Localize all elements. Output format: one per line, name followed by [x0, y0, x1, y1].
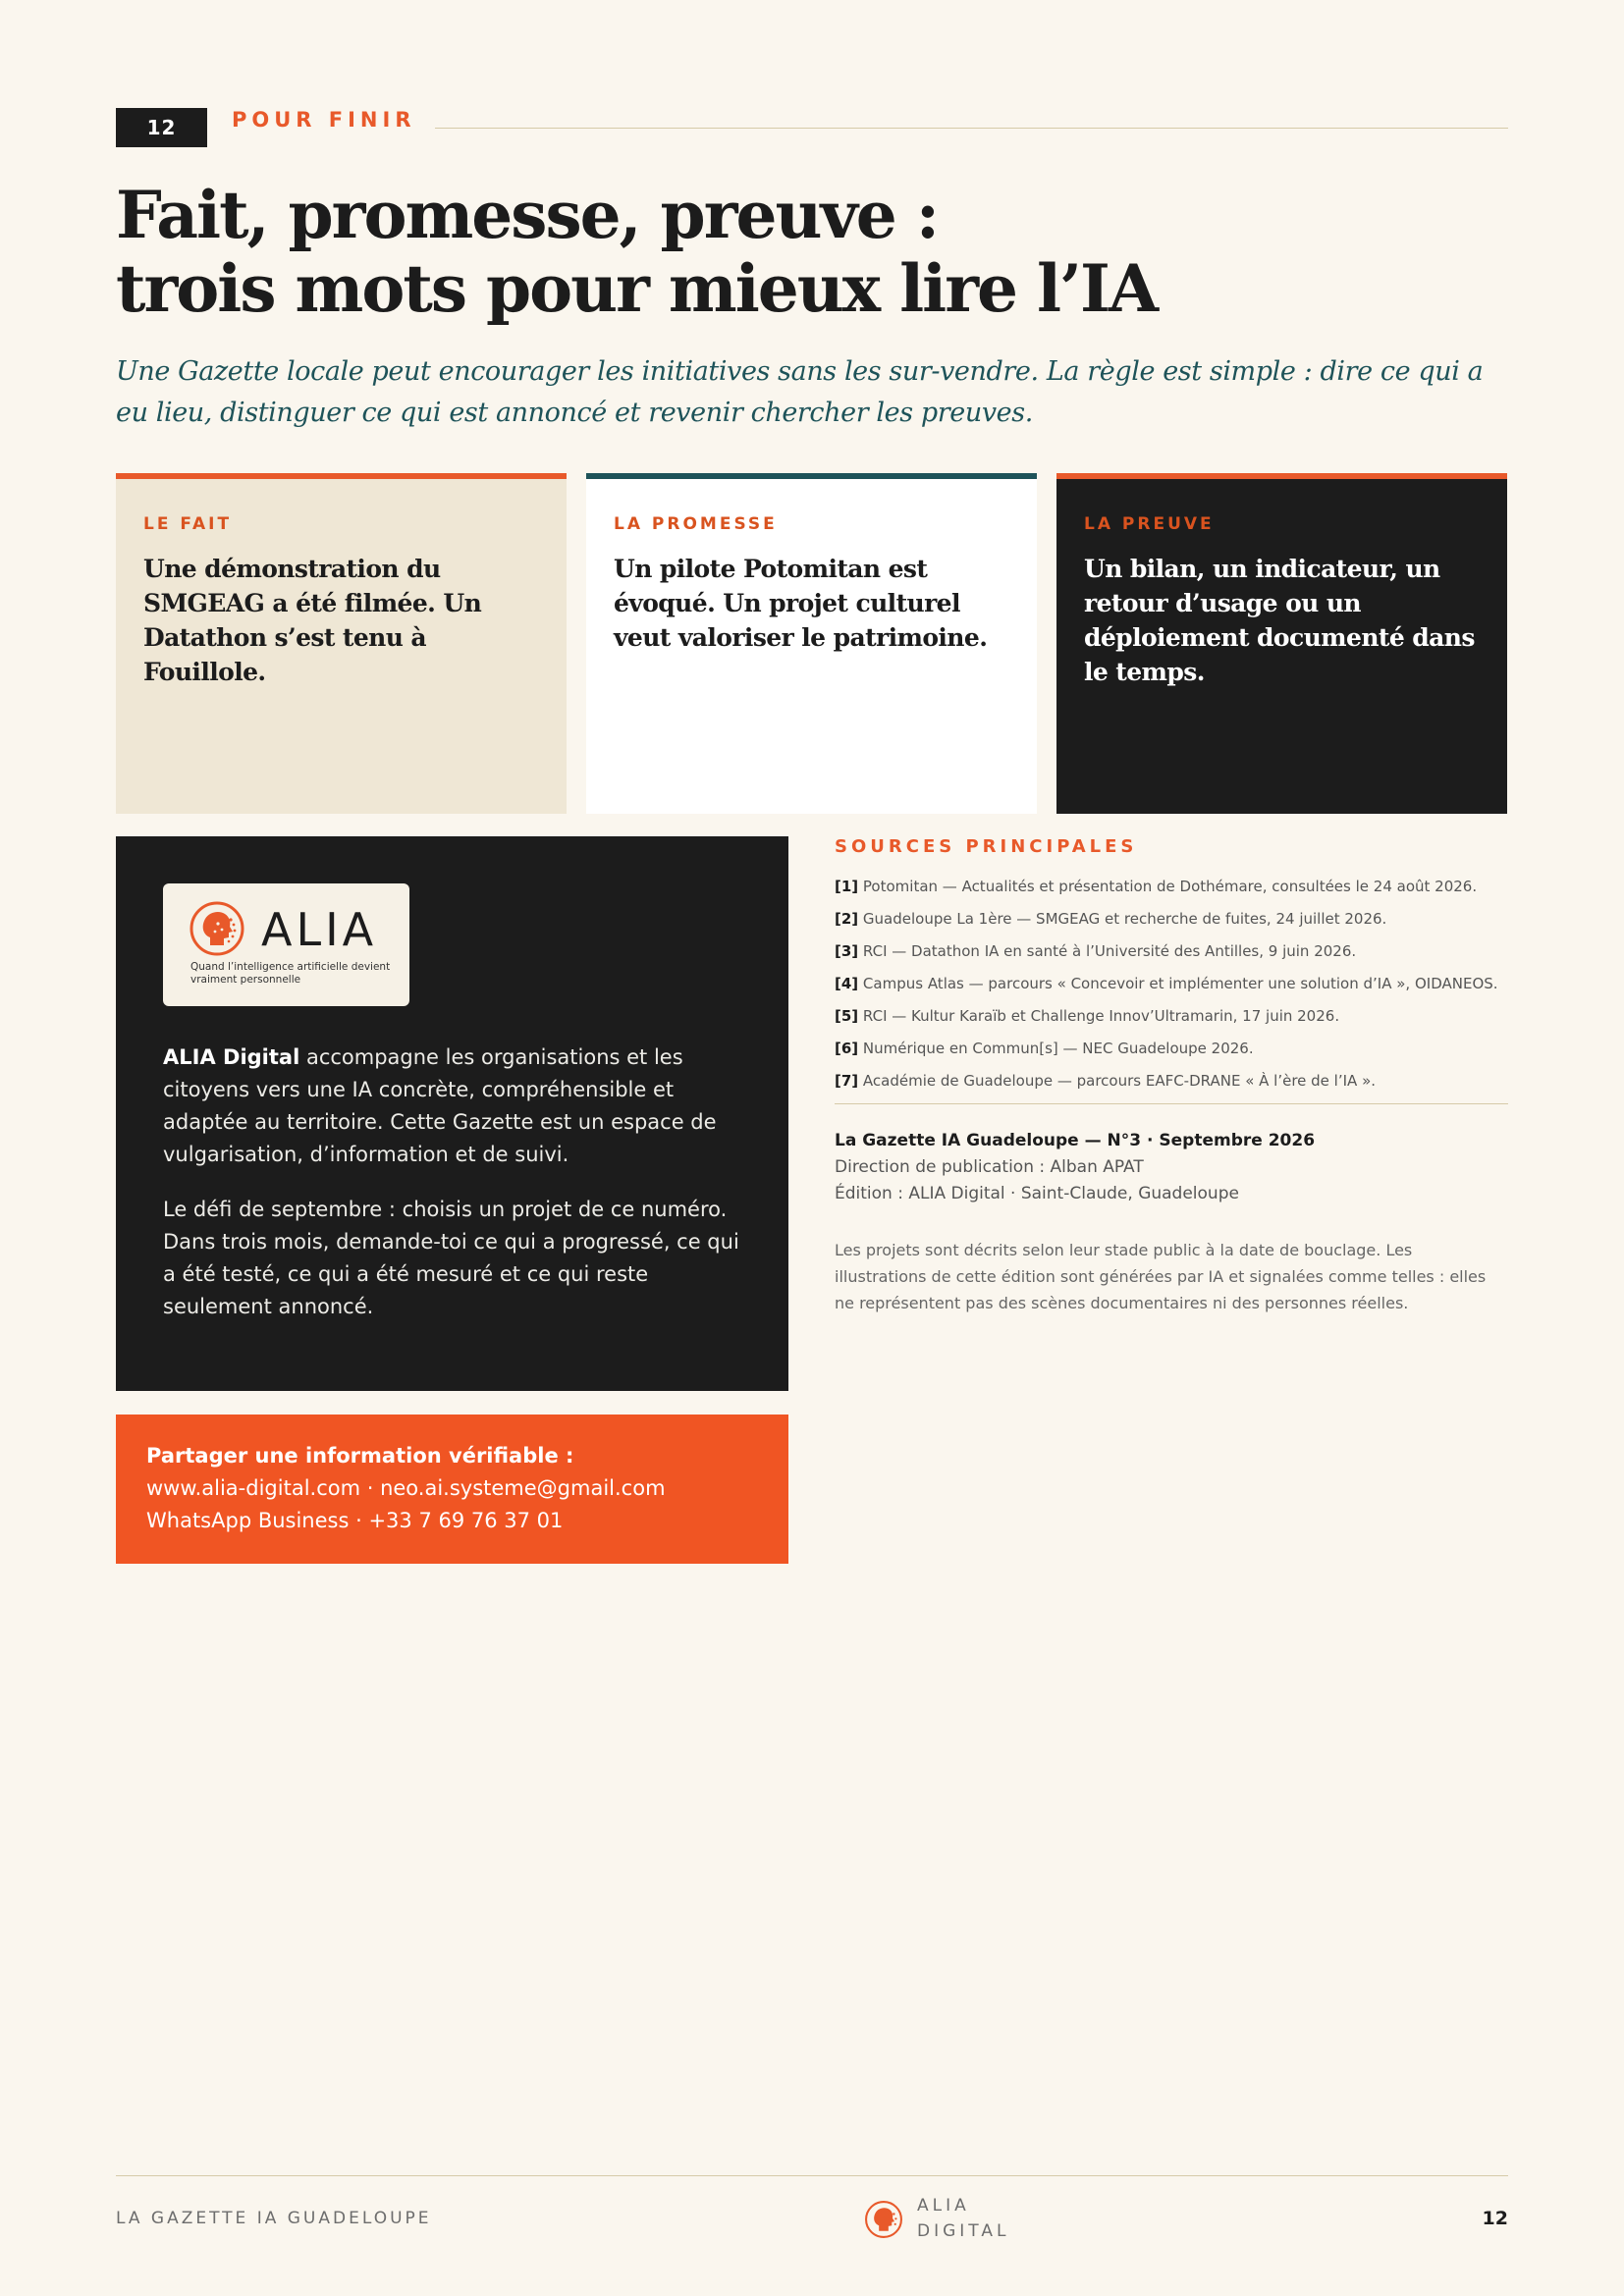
source-text: Campus Atlas — parcours « Concevoir et implémenter une solution d’IA », OIDANEOS.	[858, 975, 1498, 992]
source-ref: [6]	[835, 1040, 859, 1057]
contact-whatsapp[interactable]: WhatsApp Business · +33 7 69 76 37 01	[146, 1509, 564, 1532]
page-number-badge: 12	[116, 108, 207, 147]
card-promesse	[586, 473, 1037, 814]
card-body: Une démonstration du SMGEAG a été filmée. Un Datathon s’est tenu à Fouillole.	[143, 555, 482, 686]
alia-logo	[163, 883, 409, 1006]
source-ref: [3]	[835, 942, 859, 960]
sources-title: SOURCES PRINCIPALES	[835, 836, 1138, 857]
footer-publication: LA GAZETTE IA GUADELOUPE	[116, 2209, 432, 2228]
source-ref: [4]	[835, 975, 859, 992]
about-paragraph	[163, 1041, 752, 1171]
card-kicker: LE FAIT	[143, 514, 233, 534]
imprint	[835, 1128, 1508, 1316]
source-item	[835, 1071, 1508, 1103]
header-divider	[435, 128, 1508, 129]
source-text: Potomitan — Actualités et présentation de Dothémare, consultées le 24 août 2026.	[858, 878, 1478, 895]
card-preuve	[1056, 473, 1507, 814]
sources-column	[835, 836, 1508, 1316]
footer-brand	[917, 2193, 1009, 2244]
footer-divider	[116, 2175, 1508, 2176]
footer-brand-line1: ALIA	[917, 2196, 970, 2216]
source-item	[835, 1039, 1508, 1071]
source-text: Guadeloupe La 1ère — SMGEAG et recherche de fuites, 24 juillet 2026.	[858, 910, 1387, 928]
source-ref: [5]	[835, 1007, 859, 1025]
imprint-direction: Direction de publication : Alban APAT	[835, 1157, 1144, 1177]
section-label: POUR FINIR	[232, 108, 416, 132]
card-kicker: LA PROMESSE	[614, 514, 778, 534]
source-ref: [7]	[835, 1072, 859, 1090]
source-ref: [1]	[835, 878, 859, 895]
source-text: RCI — Kultur Karaïb et Challenge Innov’Ultramarin, 17 juin 2026.	[858, 1007, 1340, 1025]
contact-web-email[interactable]: www.alia-digital.com · neo.ai.systeme@gmail.com	[146, 1476, 666, 1500]
card-body: Un bilan, un indicateur, un retour d’usage ou un déploiement documenté dans le temps.	[1084, 555, 1475, 686]
footer-brand-line2: DIGITAL	[917, 2221, 1010, 2241]
imprint-title: La Gazette IA Guadeloupe — N°3 · Septembre 2026	[835, 1131, 1316, 1150]
card-body: Un pilote Potomitan est évoqué. Un projet culturel veut valoriser le patrimoine.	[614, 555, 988, 652]
page	[116, 0, 1508, 2296]
source-ref: [2]	[835, 910, 859, 928]
imprint-edition: Édition : ALIA Digital · Saint-Claude, Guadeloupe	[835, 1184, 1239, 1203]
contact-box	[116, 1415, 788, 1564]
page-header	[116, 108, 1508, 147]
alia-head-logo-icon	[864, 2200, 903, 2239]
source-item	[835, 974, 1508, 1006]
challenge-paragraph: Le défi de septembre : choisis un projet de ce numéro. Dans trois mois, demande-toi ce qui a progressé, ce qui a été testé, ce qui a été mesuré et ce qui reste seulement annoncé.	[163, 1198, 739, 1318]
source-text: Numérique en Commun[s] — NEC Guadeloupe 2026.	[858, 1040, 1254, 1057]
page-title	[116, 179, 1508, 326]
source-text: RCI — Datathon IA en santé à l’Université des Antilles, 9 juin 2026.	[858, 942, 1357, 960]
sources-divider	[835, 1103, 1508, 1104]
about-panel	[116, 836, 788, 1391]
about-brand: ALIA Digital	[163, 1045, 300, 1069]
card-fait	[116, 473, 567, 814]
imprint-note: Les projets sont décrits selon leur stade public à la date de bouclage. Les illustrations de cette édition sont générées par IA et signalées comme telles : elles ne représentent pas des scènes documentaires ni des personnes réelles.	[835, 1241, 1487, 1312]
logo-wordmark: ALIA	[261, 903, 378, 956]
source-item	[835, 941, 1508, 974]
logo-tagline: Quand l’intelligence artificielle devient vraiment personnelle	[190, 961, 391, 986]
source-item	[835, 877, 1508, 909]
title-line-2: trois mots pour mieux lire l’IA	[116, 250, 1158, 327]
source-item	[835, 1006, 1508, 1039]
source-text: Académie de Guadeloupe — parcours EAFC-DRANE « À l’ère de l’IA ».	[858, 1072, 1377, 1090]
lede: Une Gazette locale peut encourager les initiatives sans les sur-vendre. La règle est simple : dire ce qui a eu lieu, distinguer ce qui est annoncé et revenir chercher les preuves.	[116, 356, 1484, 428]
alia-head-logo-icon	[189, 900, 245, 957]
contact-title: Partager une information vérifiable :	[146, 1444, 574, 1468]
about-text: accompagne les organisations et les citoyens vers une IA concrète, compréhensible et adaptée au territoire. Cette Gazette est un espace de vulgarisation, d’information et de suivi.	[163, 1045, 717, 1166]
footer-page-number: 12	[1482, 2208, 1508, 2229]
title-line-1: Fait, promesse, preuve :	[116, 177, 939, 253]
card-kicker: LA PREUVE	[1084, 514, 1215, 534]
source-item	[835, 909, 1508, 941]
